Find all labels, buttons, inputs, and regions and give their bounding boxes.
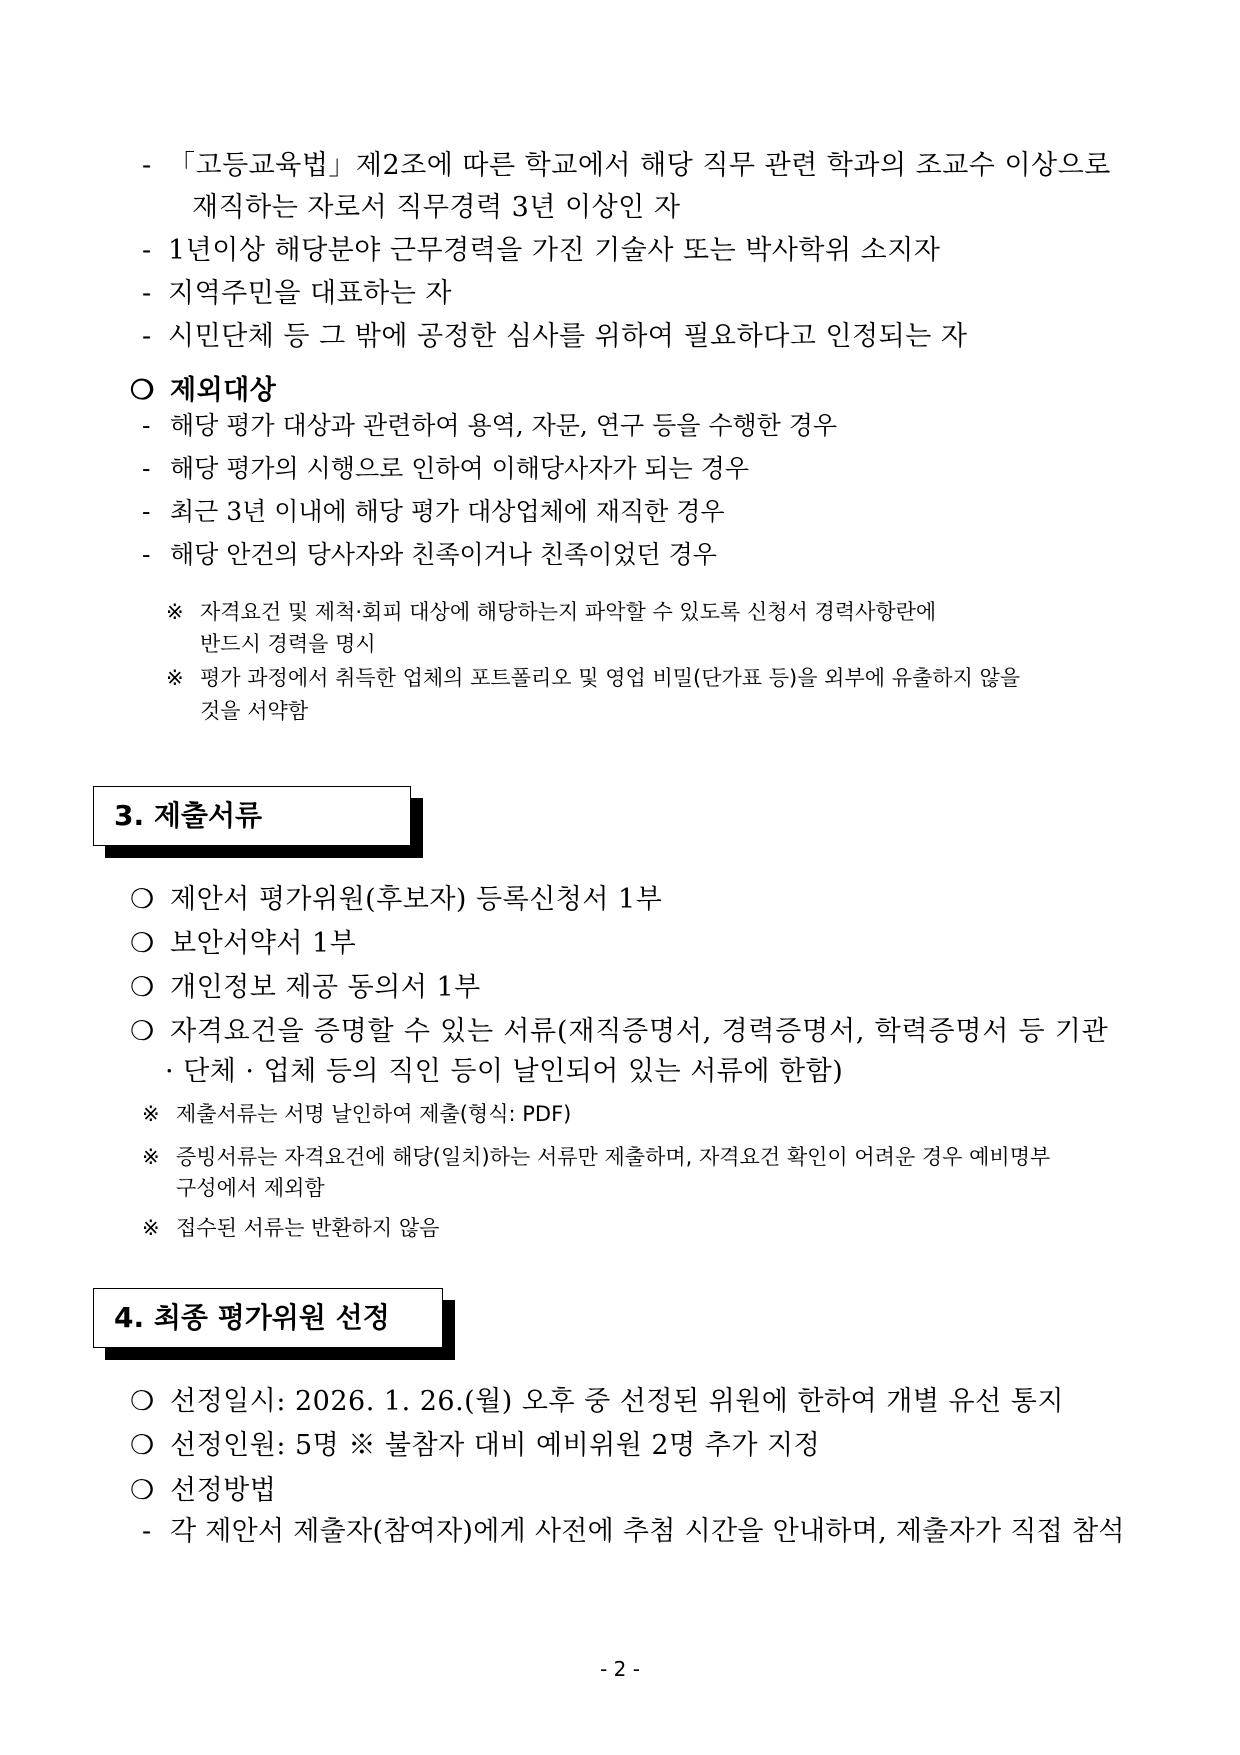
item-text: 최근 3년 이내에 해당 평가 대상업체에 재직한 경우 bbox=[170, 497, 725, 526]
circle-bullet-icon: ❍ bbox=[130, 928, 155, 959]
item-text: 개인정보 제공 동의서 1부 bbox=[170, 972, 481, 1003]
item-text: 선정방법 bbox=[170, 1475, 277, 1506]
note-text: 평가 과정에서 취득한 업체의 포트폴리오 및 영업 비밀(단가표 등)을 외부에 유출하지 않을 bbox=[200, 666, 1021, 690]
item-text: 「고등교육법」제2조에 따른 학교에서 해당 직무 관련 학과의 조교수 이상으로 bbox=[168, 150, 1111, 181]
circle-bullet-icon: ❍ bbox=[130, 375, 155, 406]
dash-marker: - bbox=[142, 411, 151, 440]
section-4-header: 4. 최종 평가위원 선정 bbox=[93, 1288, 443, 1348]
circle-bullet-icon: ❍ bbox=[130, 972, 155, 1003]
item-text: 시민단체 등 그 밖에 공정한 심사를 위하여 필요하다고 인정되는 자 bbox=[168, 321, 968, 352]
note-text: 것을 서약함 bbox=[200, 699, 309, 723]
item-text: 자격요건을 증명할 수 있는 서류(재직증명서, 경력증명서, 학력증명서 등 기관 bbox=[170, 1016, 1109, 1047]
dash-marker: - bbox=[142, 235, 152, 266]
dash-marker: - bbox=[142, 540, 151, 569]
dash-marker: - bbox=[142, 1516, 152, 1547]
dash-marker: - bbox=[142, 497, 151, 526]
circle-bullet-icon: ❍ bbox=[130, 1016, 156, 1047]
item-text: 해당 평가 대상과 관련하여 용역, 자문, 연구 등을 수행한 경우 bbox=[170, 411, 838, 440]
note-text: 반드시 경력을 명시 bbox=[200, 632, 376, 656]
item-text: 보안서약서 1부 bbox=[170, 928, 357, 959]
item-text: 해당 안건의 당사자와 친족이거나 친족이었던 경우 bbox=[170, 540, 717, 569]
note-text: 접수된 서류는 반환하지 않음 bbox=[176, 1216, 440, 1240]
item-text: 각 제안서 제출자(참여자)에게 사전에 추첨 시간을 안내하며, 제출자가 직접 참석 bbox=[170, 1516, 1125, 1547]
item-text: 선정일시: 2026. 1. 26.(월) 오후 중 선정된 위원에 한하여 개별 유선 통지 bbox=[170, 1386, 1064, 1417]
note-mark: ※ bbox=[166, 600, 184, 624]
note-text: 증빙서류는 자격요건에 해당(일치)하는 서류만 제출하며, 자격요건 확인이 어려운 경우 예비명부 bbox=[176, 1145, 1051, 1169]
section-3-header: 3. 제출서류 bbox=[93, 786, 411, 846]
dash-marker: - bbox=[142, 454, 151, 483]
item-text: 해당 평가의 시행으로 인하여 이해당사자가 되는 경우 bbox=[170, 454, 749, 483]
circle-bullet-icon: ❍ bbox=[130, 1430, 155, 1461]
note-mark: ※ bbox=[166, 666, 184, 690]
item-text: 지역주민을 대표하는 자 bbox=[168, 278, 452, 309]
note-mark: ※ bbox=[142, 1216, 160, 1240]
circle-bullet-icon: ❍ bbox=[130, 884, 155, 915]
note-text: 제출서류는 서명 날인하여 제출(형식: PDF) bbox=[176, 1102, 572, 1126]
note-mark: ※ bbox=[142, 1102, 160, 1126]
circle-bullet-icon: ❍ bbox=[130, 1386, 155, 1417]
note-text: 자격요건 및 제척·회피 대상에 해당하는지 파악할 수 있도록 신청서 경력사항란에 bbox=[200, 600, 937, 624]
circle-bullet-icon: ❍ bbox=[130, 1475, 155, 1506]
note-mark: ※ bbox=[142, 1145, 160, 1169]
dash-marker: - bbox=[142, 321, 152, 352]
item-text: 선정인원: 5명 ※ 불참자 대비 예비위원 2명 추가 지정 bbox=[170, 1430, 821, 1461]
dash-marker: - bbox=[142, 278, 152, 309]
heading-text: 제외대상 bbox=[170, 375, 277, 406]
note-text: 구성에서 제외함 bbox=[176, 1176, 325, 1200]
dash-marker: - bbox=[142, 150, 152, 181]
item-text: 제안서 평가위원(후보자) 등록신청서 1부 bbox=[170, 884, 663, 915]
item-text: 1년이상 해당분야 근무경력을 가진 기술사 또는 박사학위 소지자 bbox=[168, 235, 941, 266]
item-text: · 단체 · 업체 등의 직인 등이 날인되어 있는 서류에 한함) bbox=[165, 1056, 844, 1087]
item-text: 재직하는 자로서 직무경력 3년 이상인 자 bbox=[192, 192, 681, 223]
page-number: - 2 - bbox=[600, 1657, 640, 1681]
